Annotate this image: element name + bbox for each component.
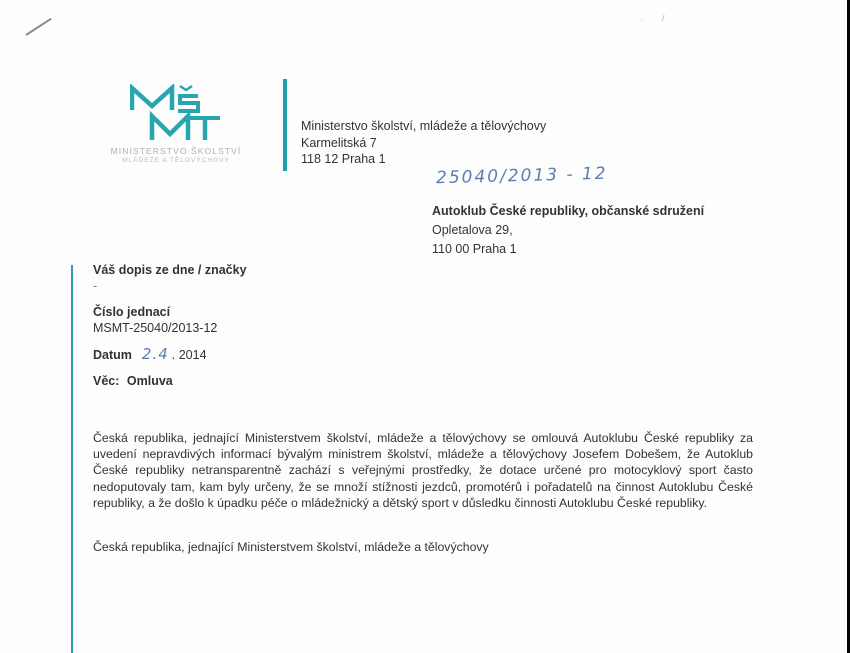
subject-value: Omluva — [126, 374, 173, 388]
apology-paragraph: Česká republika, jednající Ministerstvem školství, mládeže a tělovýchovy se omlouvá Autoklubu České republiky za uvedení nepravdivých informací bývalým ministrem školství, mládeže a tělovýchovy Josefem Dobešem, že Autoklub České republiky netransparentně zachází s veřejnými prostředky, že dotace určené pro motocyklový sport často nedoputovaly tam, kam byly určeny, že se množí stížnosti jezdců, promotérů i pořadatelů na činnost Autoklubu České republiky, a že došlo k úpadku péče o mládežnický a dětský sport v důsledku činnosti Autoklubu České republiky. — [93, 431, 753, 510]
closing-line: Česká republika, jednající Ministerstvem školství, mládeže a tělovýchovy — [93, 540, 489, 554]
sender-address — [301, 118, 546, 168]
logo-text-ministry: MINISTERSTVO ŠKOLSTVÍ — [110, 146, 242, 156]
reference-value: MSMT-25040/2013-12 — [93, 321, 218, 335]
your-letter-value: - — [93, 279, 98, 293]
your-letter-block — [93, 262, 247, 294]
subject-label: Věc: — [93, 374, 120, 388]
sender-city: 118 12 Praha 1 — [301, 152, 386, 166]
recipient-name: Autoklub České republiky, občanské sdružení — [432, 204, 705, 218]
letter-metadata — [93, 262, 247, 399]
subject-block — [93, 373, 247, 389]
msmt-logo — [86, 84, 266, 169]
recipient-address — [432, 202, 704, 259]
date-year: . 2014 — [171, 348, 207, 362]
scan-speck: / — [662, 13, 665, 23]
logo-text-subtitle: MLÁDEŽE A TĚLOVÝCHOVY — [122, 157, 230, 164]
recipient-street: Opletalova 29, — [432, 223, 513, 237]
date-block — [93, 346, 247, 363]
sender-name: Ministerstvo školství, mládeže a tělovýchovy — [301, 119, 547, 133]
scan-speck: · — [640, 14, 643, 24]
reference-block — [93, 304, 247, 336]
header-divider — [283, 79, 287, 171]
scan-pen-mark — [25, 18, 51, 36]
date-handwritten: 2.4 — [141, 345, 169, 363]
your-letter-label: Váš dopis ze dne / značky — [93, 263, 247, 277]
recipient-city: 110 00 Praha 1 — [432, 242, 517, 256]
reference-label: Číslo jednací — [93, 305, 171, 319]
sender-street: Karmelitská 7 — [301, 135, 377, 150]
msmt-monogram-icon — [130, 84, 222, 142]
date-label: Datum — [93, 348, 132, 362]
left-margin-rule — [71, 265, 73, 653]
handwritten-reference-number: 25040/2013 - 12 — [435, 163, 608, 189]
